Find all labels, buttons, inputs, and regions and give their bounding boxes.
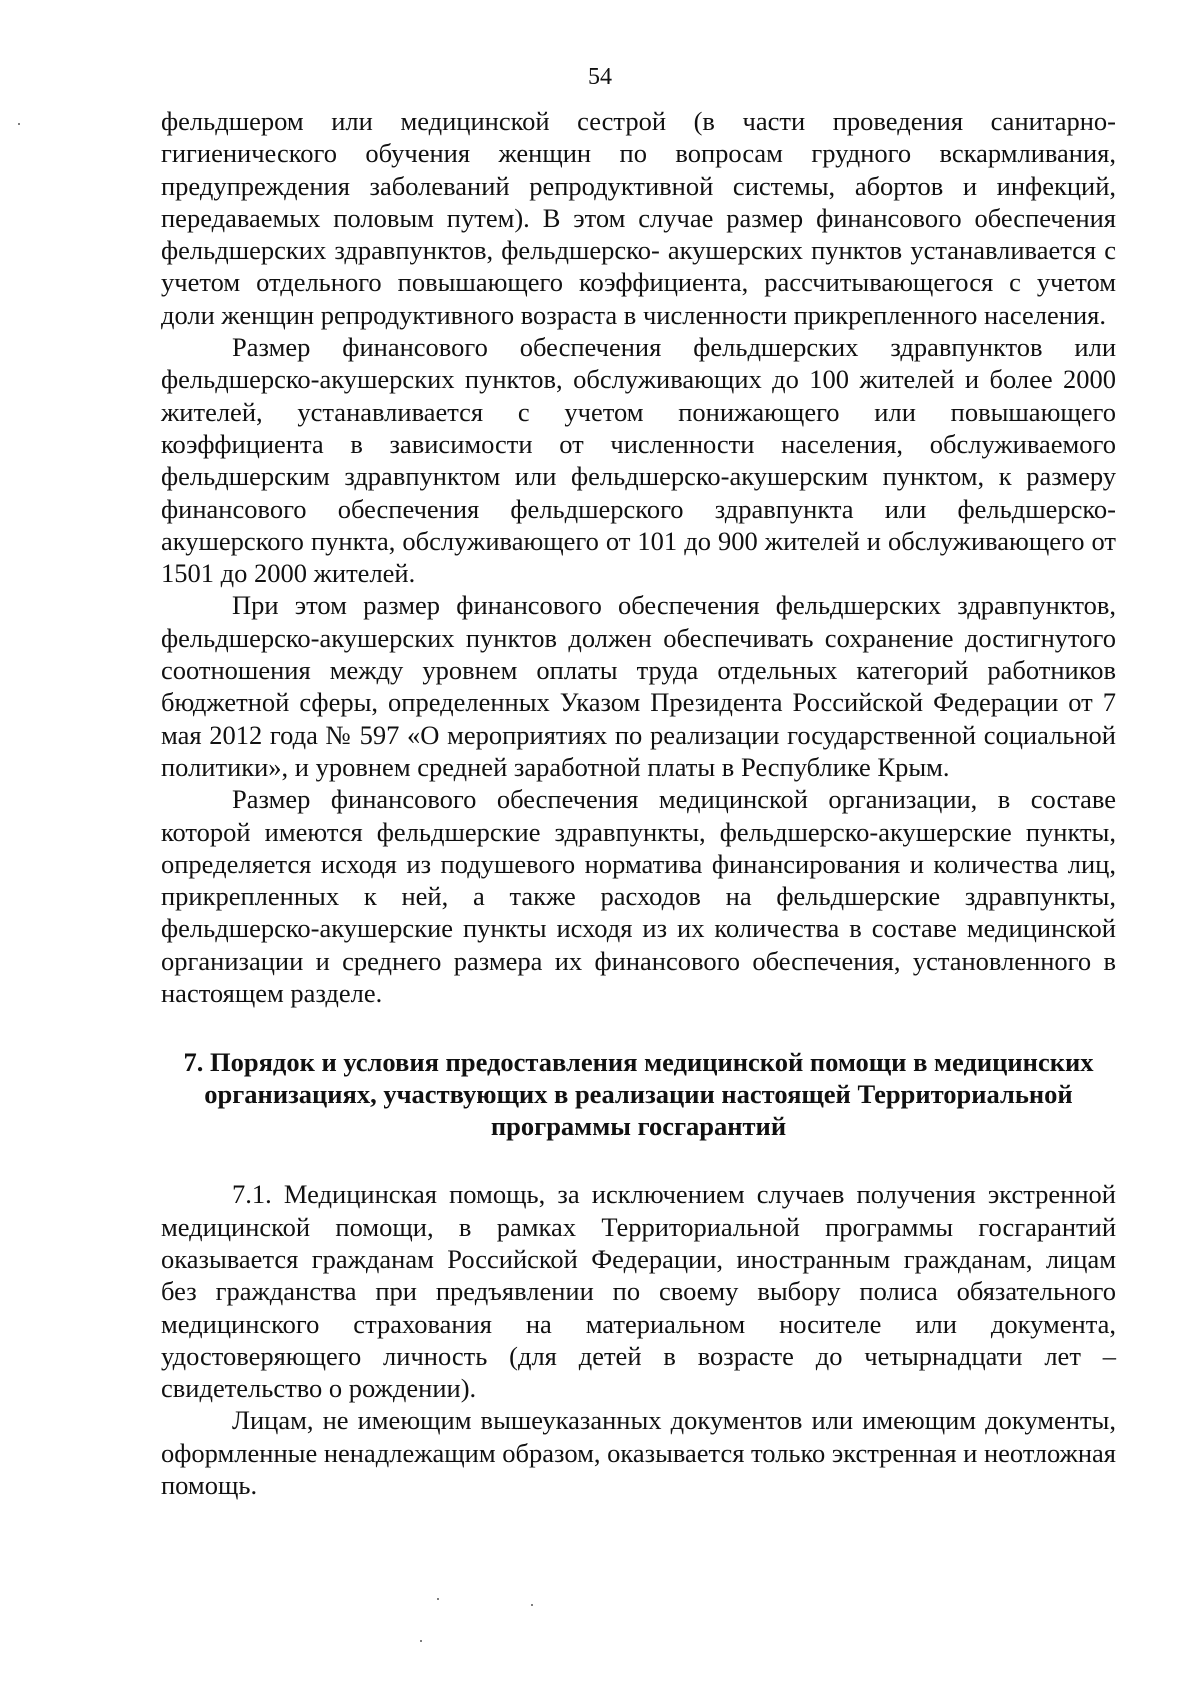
paragraph: Лицам, не имеющим вышеуказанных документов или имеющим документы, оформленные ненадлежащим образом, оказывается только экстренная и неотложная помощь. xyxy=(161,1405,1116,1500)
paragraph: 7.1. Медицинская помощь, за исключением случаев получения экстренной медицинской помощи, в рамках Территориальной программы госгарантий оказывается гражданам Российской Федерации, иностранным гражданам, лицам без гражданства при предъявлении по своему выбору полиса обязательного медицинского страхования на материальном носителе или документа, удостоверяющего личность (для детей в возрасте до четырнадцати лет – свидетельство о рождении). xyxy=(161,1179,1116,1404)
scan-speck xyxy=(531,1604,533,1606)
scan-speck xyxy=(420,1640,422,1642)
paragraph: При этом размер финансового обеспечения фельдшерских здравпунктов, фельдшерско-акушерских пунктов должен обеспечивать сохранение достигнутого соотношения между уровнем оплаты труда отдельных категорий работников бюджетной сферы, определенных Указом Президента Российской Федерации от 7 мая 2012 года № 597 «О мероприятиях по реализации государственной социальной политики», и уровнем средней заработной платы в Республике Крым. xyxy=(161,590,1116,782)
section-heading: 7. Порядок и условия предоставления медицинской помощи в медицинских организациях, участвующих в реализации настоящей Территориальной программы госгарантий xyxy=(183,1047,1094,1142)
scan-speck xyxy=(18,123,20,125)
paragraph: Размер финансового обеспечения медицинской организации, в составе которой имеются фельдшерские здравпункты, фельдшерско-акушерские пункты, определяется исходя из подушевого норматива финансирования и количества лиц, прикрепленных к ней, а также расходов на фельдшерские здравпункты, фельдшерско-акушерские пункты исходя из их количества в составе медицинской организации и среднего размера их финансового обеспечения, установленного в настоящем разделе. xyxy=(161,784,1116,1009)
paragraph-continuation: фельдшером или медицинской сестрой (в части проведения санитарно-гигиенического обучения женщин по вопросам грудного вскармливания, предупреждения заболеваний репродуктивной системы, абортов и инфекций, передаваемых половым путем). В этом случае размер финансового обеспечения фельдшерских здравпунктов, фельдшерско- акушерских пунктов устанавливается с учетом отдельного повышающего коэффициента, рассчитывающегося с учетом доли женщин репродуктивного возраста в численности прикрепленного населения. xyxy=(161,106,1116,330)
document-body xyxy=(161,105,1116,1501)
scan-speck xyxy=(437,1598,439,1600)
paragraph: Размер финансового обеспечения фельдшерских здравпунктов или фельдшерско-акушерских пунктов, обслуживающих до 100 жителей и более 2000 жителей, устанавливается с учетом понижающего или повышающего коэффициента в зависимости от численности населения, обслуживаемого фельдшерским здравпунктом или фельдшерско-акушерским пунктом, к размеру финансового обеспечения фельдшерского здравпункта или фельдшерско-акушерского пункта, обслуживающего от 101 до 900 жителей и обслуживающего от 1501 до 2000 жителей. xyxy=(161,332,1116,589)
page-number: 54 xyxy=(588,64,612,90)
